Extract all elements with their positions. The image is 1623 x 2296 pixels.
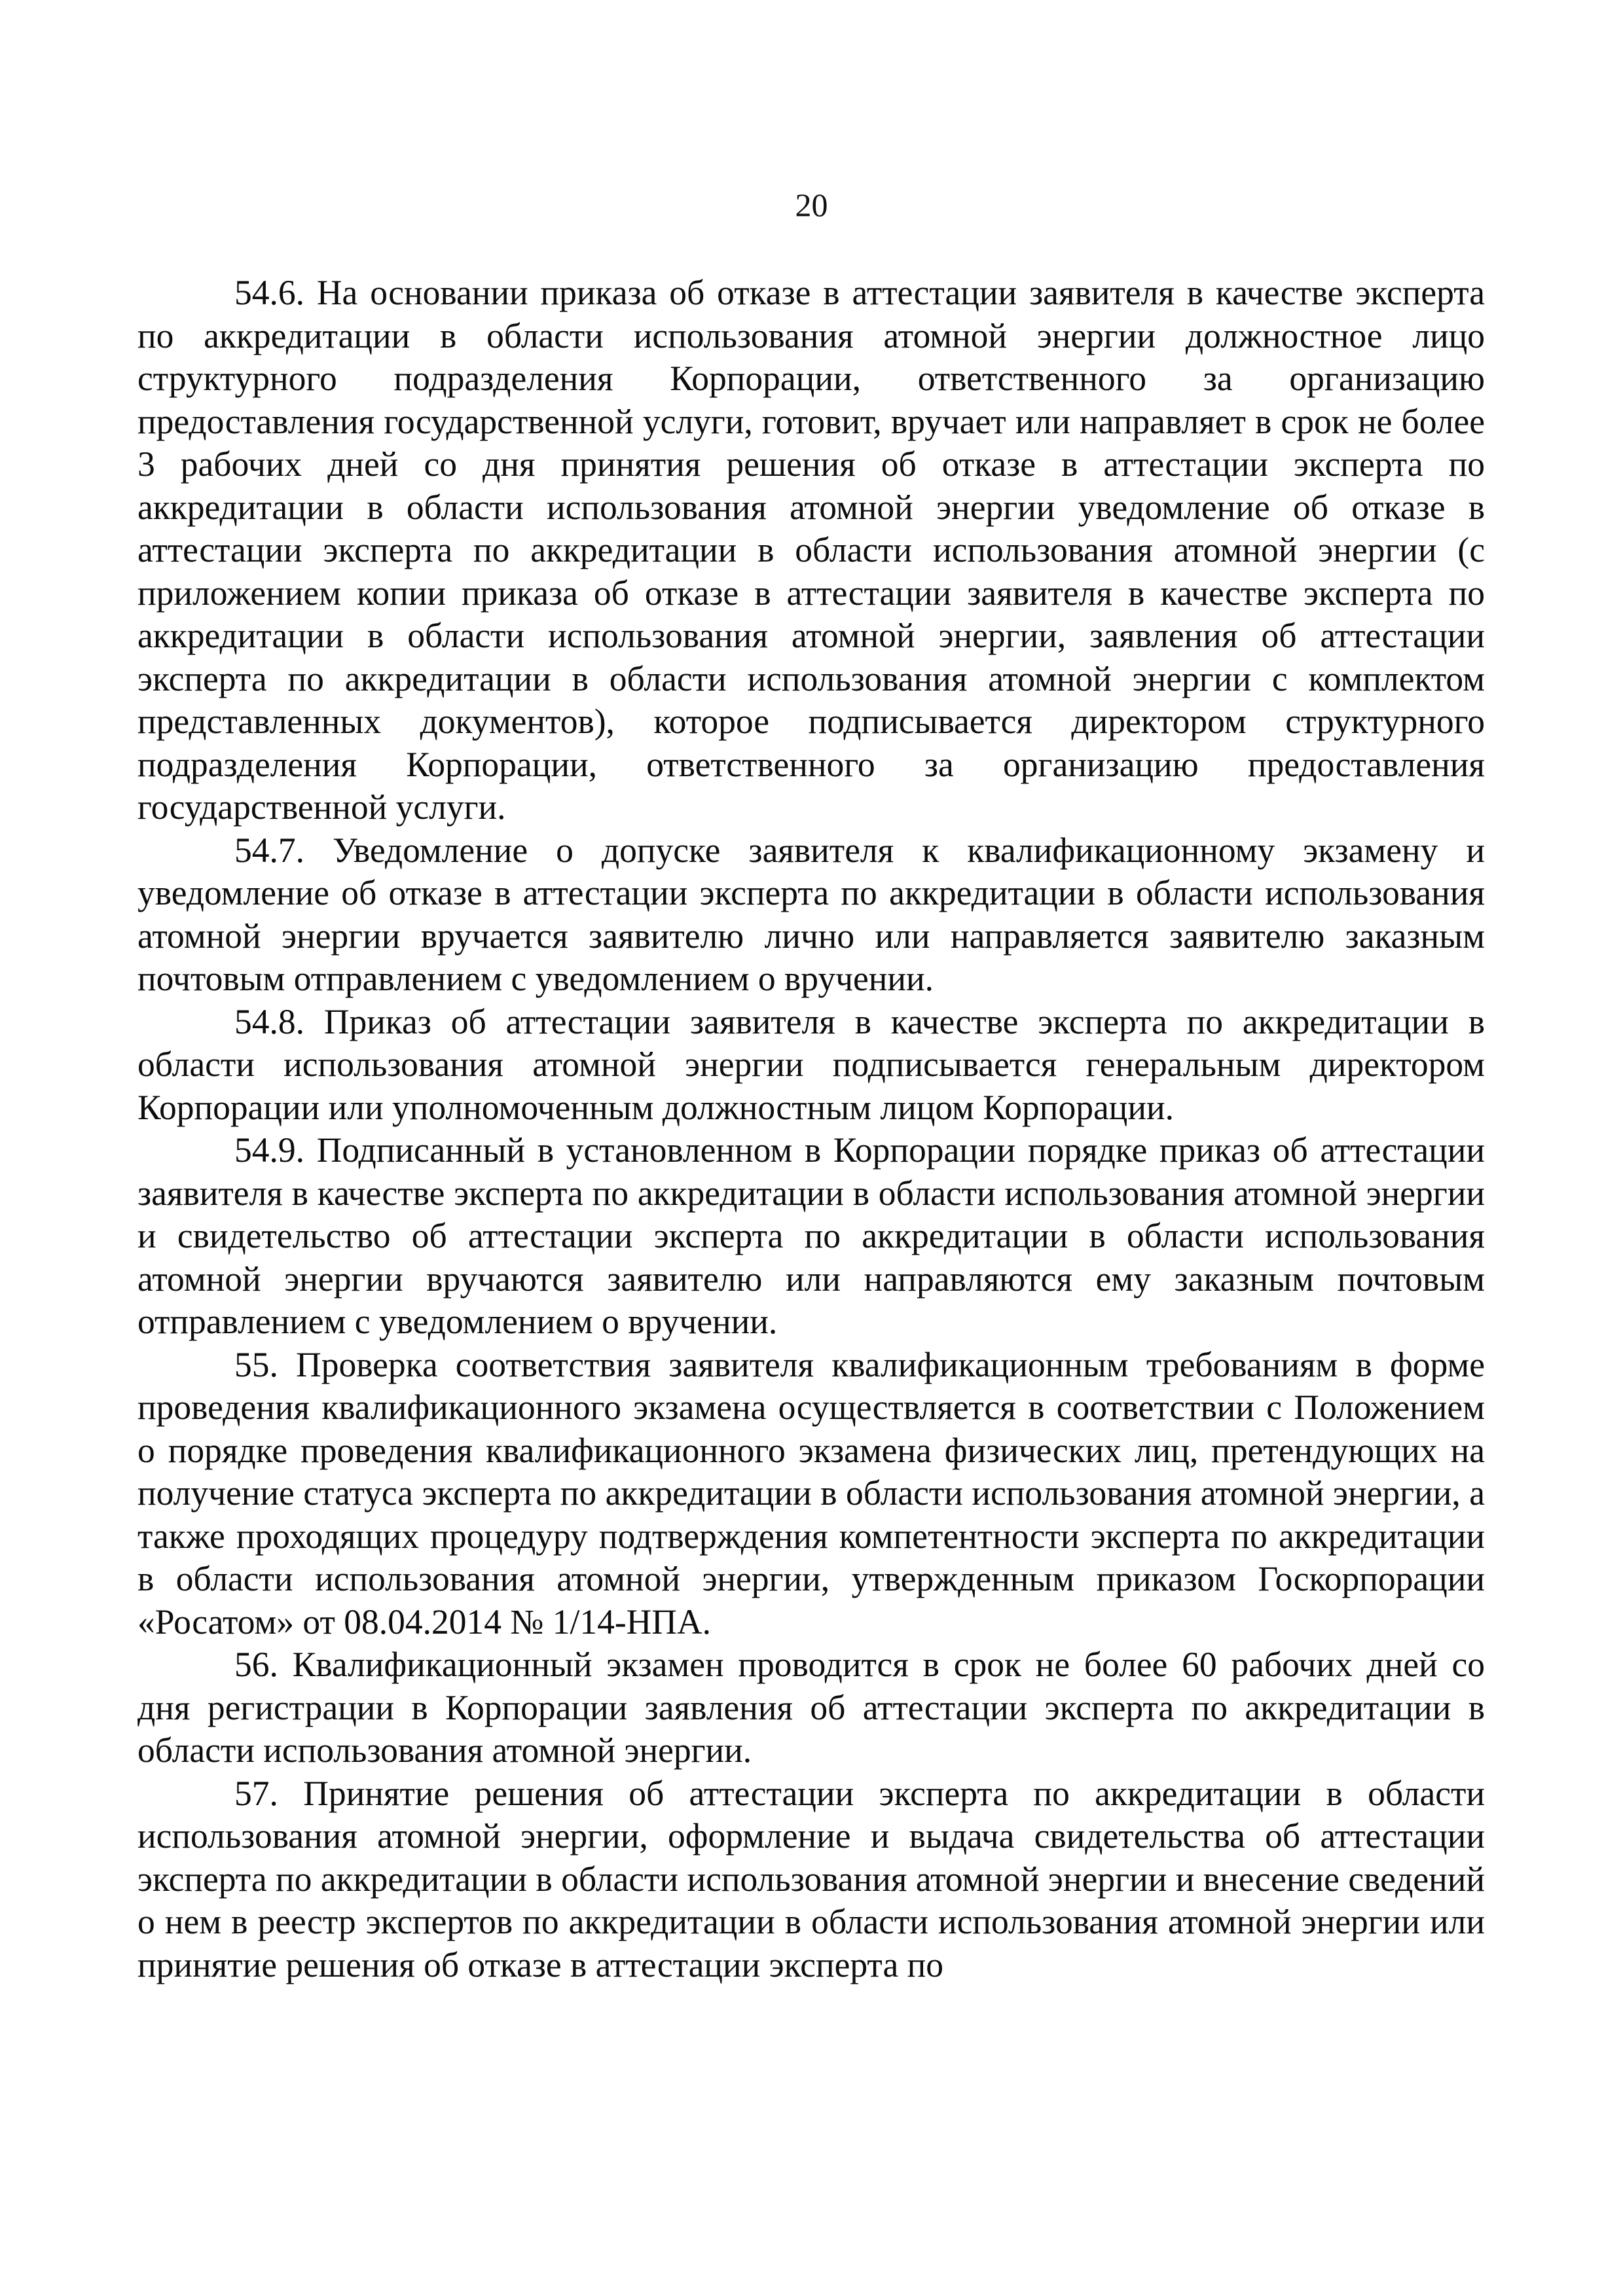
paragraph-54-8: 54.8. Приказ об аттестации заявителя в качестве эксперта по аккредитации в области использования атомной энергии подписывается генеральным директором Корпорации или уполномоченным должностным лицом Корпорации. [137,1001,1485,1127]
paragraph-57: 57. Принятие решения об аттестации эксперта по аккредитации в области использования атомной энергии, оформление и выдача свидетельства об аттестации эксперта по аккредитации в области использования атомной энергии и внесение сведений о нем в реестр экспертов по аккредитации в области использования атомной энергии или принятие решения об отказе в аттестации эксперта по [137,1773,1485,1984]
paragraph-54-7: 54.7. Уведомление о допуске заявителя к квалификационному экзамену и уведомление об отказе в аттестации эксперта по аккредитации в области использования атомной энергии вручается заявителю лично или направляется заявителю заказным почтовым отправлением с уведомлением о вручении. [137,830,1485,998]
document-body [137,272,1485,1986]
paragraph-54-9: 54.9. Подписанный в установленном в Корпорации порядке приказ об аттестации заявителя в качестве эксперта по аккредитации в области использования атомной энергии и свидетельство об аттестации эксперта по аккредитации в области использования атомной энергии вручаются заявителю или направляются ему заказным почтовым отправлением с уведомлением о вручении. [137,1130,1485,1341]
paragraph-55: 55. Проверка соответствия заявителя квалификационным требованиям в форме проведения квалификационного экзамена осуществляется в соответствии с Положением о порядке проведения квалификационного экзамена физических лиц, претендующих на получение статуса эксперта по аккредитации в области использования атомной энергии, а также проходящих процедуру подтверждения компетентности эксперта по аккредитации в области использования атомной энергии, утвержденным приказом Госкорпорации «Росатом» от 08.04.2014 № 1/14-НПА. [137,1344,1485,1641]
page-number: 20 [795,187,828,223]
paragraph-56: 56. Квалификационный экзамен проводится в срок не более 60 рабочих дней со дня регистрации в Корпорации заявления об аттестации эксперта по аккредитации в области использования атомной энергии. [137,1645,1485,1770]
paragraph-54-6: 54.6. На основании приказа об отказе в аттестации заявителя в качестве эксперта по аккредитации в области использования атомной энергии должностное лицо структурного подразделения Корпорации, ответственного за организацию предоставления государственной услуги, готовит, вручает или направляет в срок не более 3 рабочих дней со дня принятия решения об отказе в аттестации эксперта по аккредитации в области использования атомной энергии уведомление об отказе в аттестации эксперта по аккредитации в области использования атомной энергии (с приложением копии приказа об отказе в аттестации заявителя в качестве эксперта по аккредитации в области использования атомной энергии, заявления об аттестации эксперта по аккредитации в области использования атомной энергии с комплектом представленных документов), которое подписывается директором структурного подразделения Корпорации, ответственного за организацию предоставления государственной услуги. [137,273,1485,827]
